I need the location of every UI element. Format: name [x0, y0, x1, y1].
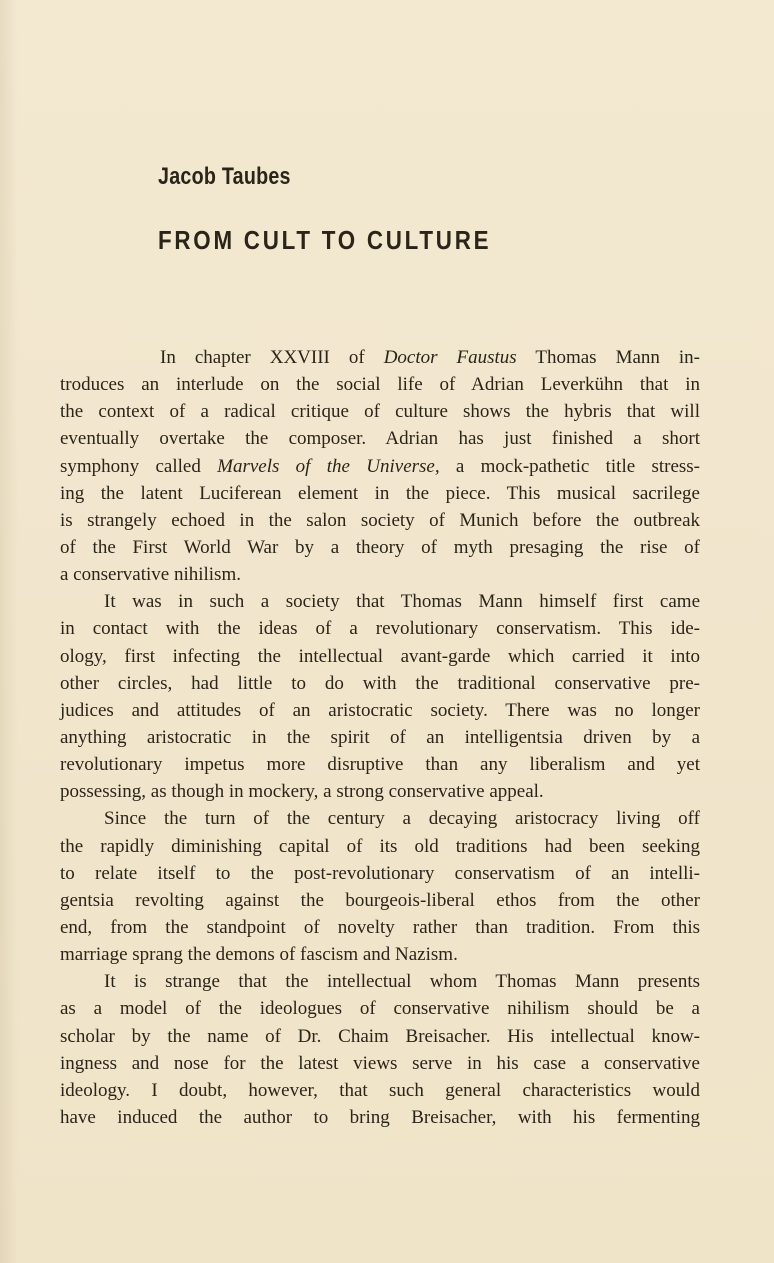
text-line: have induced the author to bring Breisacher, with his fermenting	[60, 1106, 700, 1128]
text-line: of the First World War by a theory of myth presaging the rise of	[60, 536, 700, 558]
text-line: scholar by the name of Dr. Chaim Breisacher. His intellectual know-	[60, 1025, 700, 1047]
text-segment: symphony called	[60, 455, 218, 477]
text-line	[60, 453, 700, 480]
text-line: ology, first infecting the intellectual avant-garde which carried it into	[60, 645, 700, 667]
text-line: possessing, as though in mockery, a strong conservative appeal.	[60, 781, 544, 803]
text-line: other circles, had little to do with the traditional conservative pre-	[60, 672, 700, 694]
text-line: end, from the standpoint of novelty rather than tradition. From this	[60, 916, 700, 938]
text-line: marriage sprang the demons of fascism and Nazism.	[60, 944, 458, 966]
text-line: the rapidly diminishing capital of its old traditions had been seeking	[60, 835, 700, 857]
text-segment: a mock-pathetic title stress-	[439, 455, 700, 477]
text-line: troduces an interlude on the social life of Adrian Leverkühn that in	[60, 374, 700, 396]
text-line: It was in such a society that Thomas Mann himself first came	[104, 591, 700, 613]
text-line: the context of a radical critique of culture shows the hybris that will	[60, 401, 700, 423]
text-line: a conservative nihilism.	[60, 564, 241, 586]
text-line: to relate itself to the post-revolutionary conservatism of an intelli-	[60, 862, 700, 884]
work-title-italic: Marvels of the Universe,	[217, 455, 440, 477]
text-line: is strangely echoed in the salon society of Munich before the outbreak	[60, 509, 700, 531]
text-line: Since the turn of the century a decaying aristocracy living off	[104, 808, 700, 830]
text-segment: Thomas Mann in-	[516, 347, 700, 368]
text-segment: In chapter XXVIII of	[160, 347, 384, 368]
book-title-italic: Doctor Faustus	[383, 347, 517, 368]
text-line: anything aristocratic in the spirit of an intelligentsia driven by a	[60, 726, 700, 748]
text-line: ingness and nose for the latest views serve in his case a conservative	[60, 1052, 700, 1074]
text-line: as a model of the ideologues of conservative nihilism should be a	[60, 998, 700, 1020]
text-line: eventually overtake the composer. Adrian has just finished a short	[60, 428, 700, 450]
body-text	[60, 344, 700, 1131]
text-line: ing the latent Luciferean element in the piece. This musical sacrilege	[60, 482, 700, 504]
text-line: gentsia revolting against the bourgeois-liberal ethos from the other	[60, 889, 700, 911]
text-line: It is strange that the intellectual whom Thomas Mann presents	[104, 971, 700, 993]
author-name: Jacob Taubes	[158, 163, 291, 190]
text-line: revolutionary impetus more disruptive than any liberalism and yet	[60, 754, 700, 776]
text-line: in contact with the ideas of a revolutionary conservatism. This ide-	[60, 618, 700, 640]
text-line: ideology. I doubt, however, that such general characteristics would	[60, 1079, 700, 1101]
text-line	[60, 344, 700, 371]
chapter-title: FROM CULT TO CULTURE	[158, 225, 492, 255]
text-line: judices and attitudes of an aristocratic society. There was no longer	[60, 699, 700, 721]
